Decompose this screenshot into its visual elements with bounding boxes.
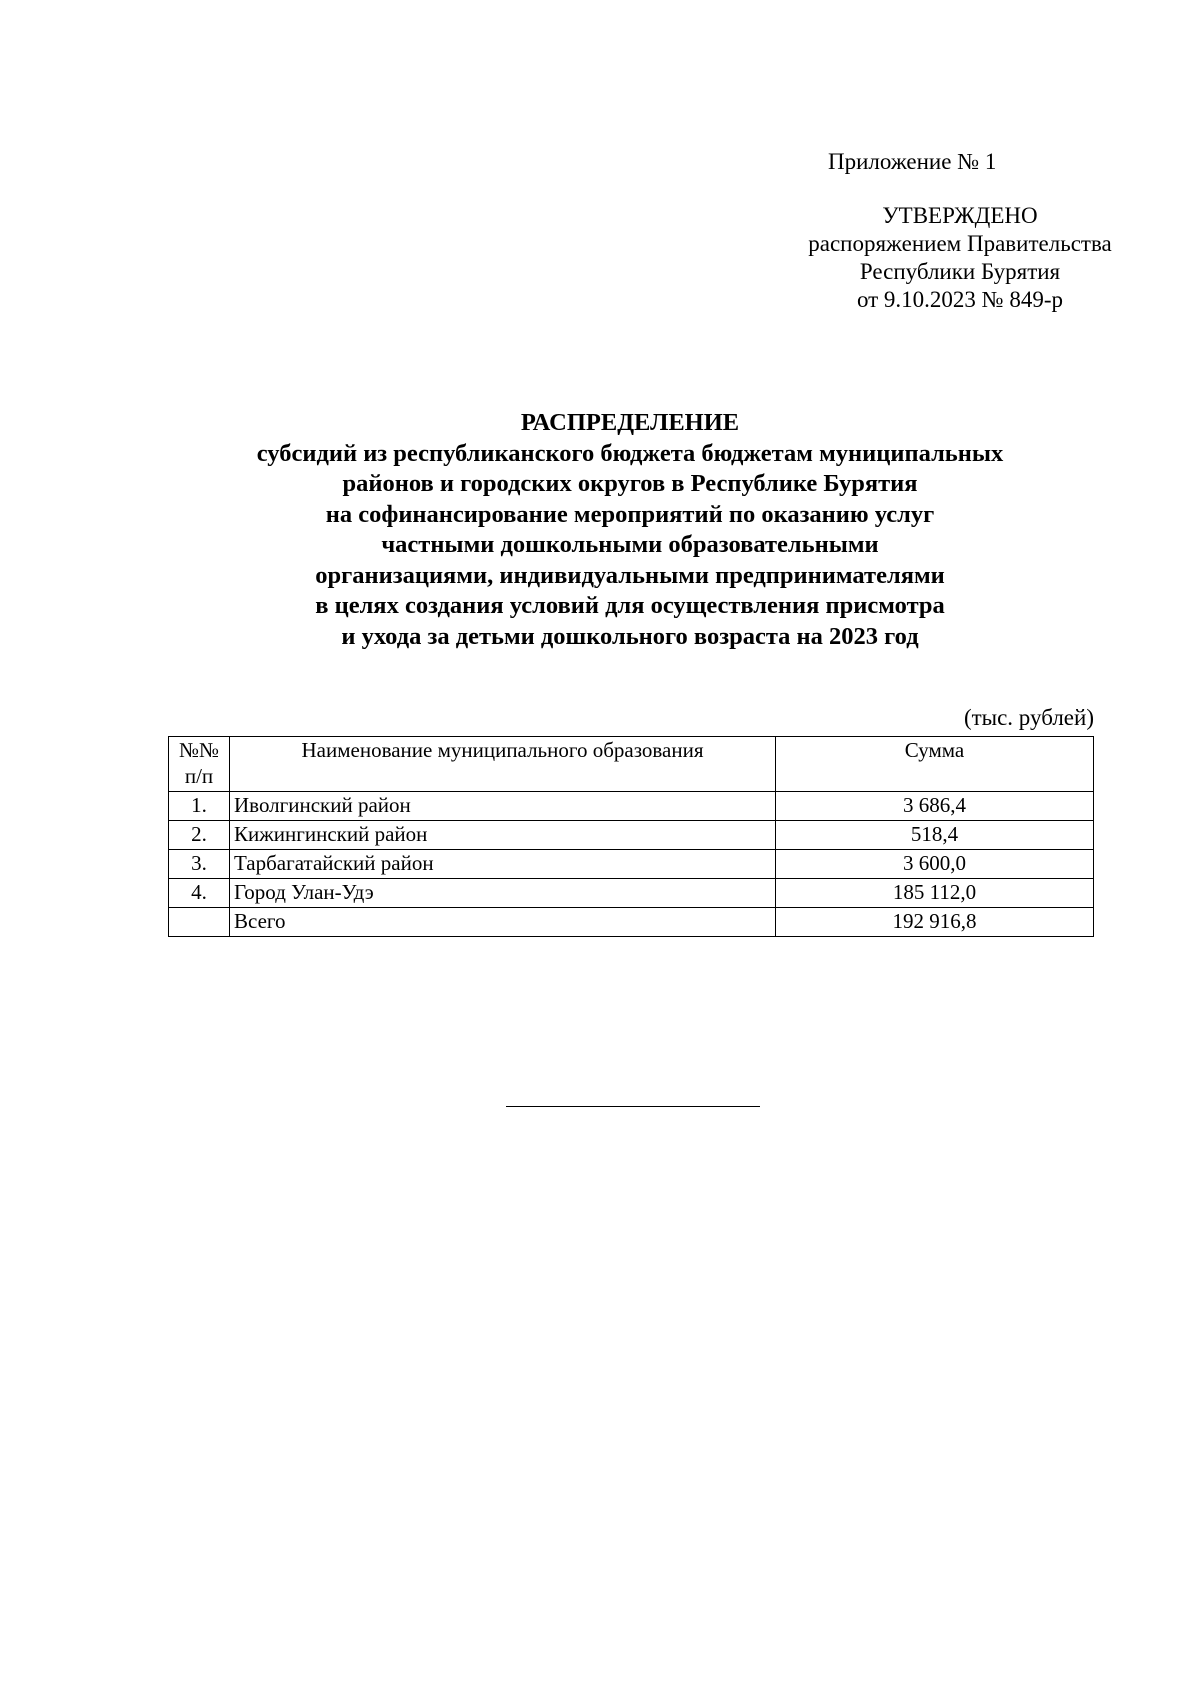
title-line: и ухода за детьми дошкольного возраста на 2023 год [341, 622, 919, 650]
row-name: Город Улан-Удэ [230, 879, 776, 908]
title-line: частными дошкольными образовательными [381, 531, 879, 558]
closing-line [506, 1106, 760, 1107]
approval-line: УТВЕРЖДЕНО [882, 203, 1038, 228]
header-sum: Сумма [776, 737, 1094, 792]
row-number: 1. [169, 792, 230, 821]
header-number-line: №№ [178, 738, 220, 762]
row-number: 3. [169, 850, 230, 879]
table-row [169, 879, 1094, 908]
total-number [169, 908, 230, 937]
table-header-row [169, 737, 1094, 792]
row-name: Иволгинский район [230, 792, 776, 821]
row-sum: 3 686,4 [776, 792, 1094, 821]
approval-line: распоряжением Правительства [808, 231, 1112, 256]
table-total-row [169, 908, 1094, 937]
table-row [169, 792, 1094, 821]
table-row [169, 850, 1094, 879]
distribution-table [168, 736, 1094, 937]
table-row [169, 821, 1094, 850]
title-line: организациями, индивидуальными предпринимателями [315, 561, 945, 589]
appendix-label: Приложение № 1 [828, 149, 997, 174]
row-sum: 185 112,0 [776, 879, 1094, 908]
approval-line: Республики Бурятия [859, 259, 1061, 284]
title-line: районов и городских округов в Республике Бурятия [342, 470, 918, 497]
header-number [169, 737, 230, 792]
header-name: Наименование муниципального образования [230, 737, 776, 792]
row-name: Тарбагатайский район [230, 850, 776, 879]
document-title [150, 408, 1110, 652]
row-sum: 518,4 [776, 821, 1094, 850]
row-name: Кижингинский район [230, 821, 776, 850]
row-sum: 3 600,0 [776, 850, 1094, 879]
title-heading: РАСПРЕДЕЛЕНИЕ [520, 409, 740, 436]
approval-line: от 9.10.2023 № 849-р [856, 287, 1064, 312]
approval-stamp [700, 202, 1200, 314]
title-line: на софинансирование мероприятий по оказанию услуг [325, 500, 935, 528]
total-sum: 192 916,8 [776, 908, 1094, 937]
header-number-line: п/п [184, 764, 214, 788]
title-line: субсидий из республиканского бюджета бюджетам муниципальных [256, 439, 1004, 467]
row-number: 4. [169, 879, 230, 908]
title-line: в целях создания условий для осуществления присмотра [315, 592, 945, 619]
total-label: Всего [230, 908, 776, 937]
row-number: 2. [169, 821, 230, 850]
units-label: (тыс. рублей) [963, 705, 1094, 730]
